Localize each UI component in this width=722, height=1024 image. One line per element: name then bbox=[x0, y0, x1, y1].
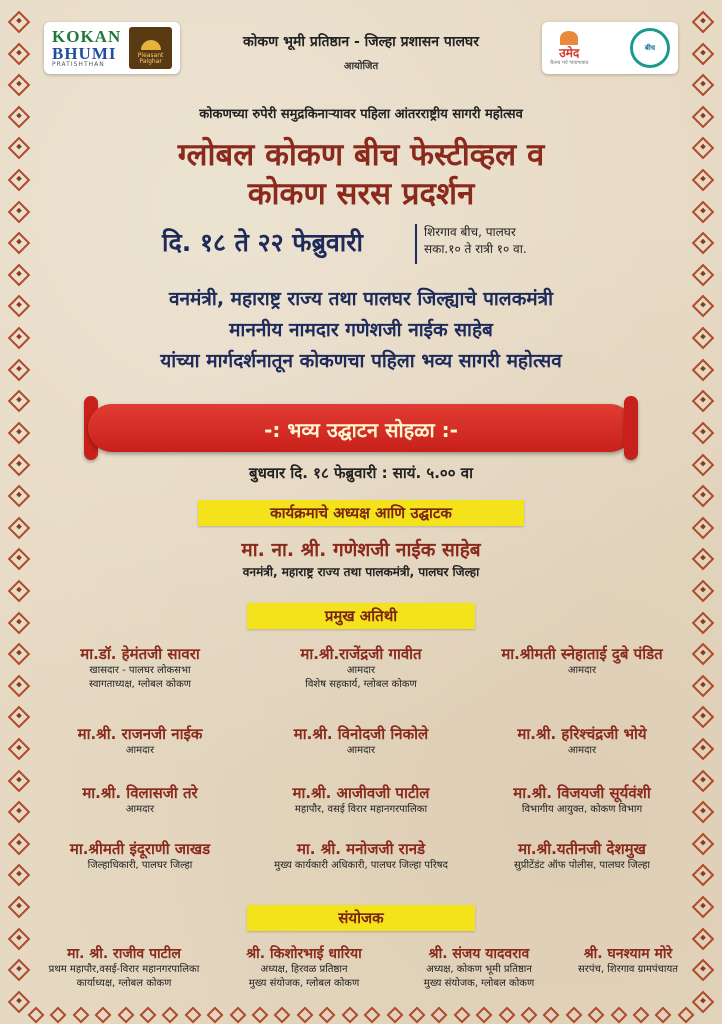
convener-desc: सरपंच, शिरगाव ग्रामपंचायत bbox=[577, 964, 678, 975]
convener-desc: प्रथम महापौर,वसई-विरार महानगरपालिका bbox=[48, 964, 200, 975]
kokan-bhumi-logo: KOKAN BHUMI PRATISHTHAN bbox=[52, 27, 122, 68]
guest-name: मा.डॉ. हेमंतजी सावरा bbox=[80, 645, 200, 663]
convener-name: श्री. संजय यादवराव bbox=[428, 946, 530, 962]
pleasant-palghar-logo: Pleasant Palghar bbox=[129, 27, 172, 69]
event-date: दि. १८ ते २२ फेब्रुवारी bbox=[162, 228, 363, 257]
convener-desc: मुख्य संयोजक, ग्लोबल कोकण bbox=[423, 978, 535, 989]
guest-name: मा.श्री. विलासजी तरे bbox=[82, 784, 198, 802]
guest-desc: आमदार bbox=[567, 745, 597, 756]
convener-item bbox=[394, 944, 564, 991]
chief-heading: कार्यक्रमाचे अध्यक्ष आणि उद्घाटक bbox=[198, 500, 524, 526]
guest-desc: आमदार bbox=[125, 804, 155, 815]
guest-name: मा.श्री. विजयजी सूर्यवंशी bbox=[513, 784, 651, 802]
guest-name: मा.श्री.राजेंद्रजी गावीत bbox=[300, 645, 422, 663]
guest-item bbox=[250, 839, 472, 873]
event-subtitle: कोकणच्या रुपेरी समुद्रकिनाऱ्यावर पहिला आंतरराष्ट्रीय सागरी महोत्सव bbox=[199, 107, 523, 122]
convener-name: श्री. किशोरभाई धारिया bbox=[246, 946, 362, 962]
convener-item bbox=[214, 944, 394, 991]
guest-desc: सुप्रीटेंडंट ऑफ पोलीस, पालघर जिल्हा bbox=[514, 860, 650, 871]
guest-item bbox=[472, 839, 692, 873]
convener-item bbox=[34, 944, 214, 991]
guest-desc: आमदार bbox=[346, 665, 376, 676]
convener-name: मा. श्री. राजीव पाटील bbox=[67, 946, 181, 962]
inauguration-banner: -: भव्य उद्घाटन सोहळा :- bbox=[264, 418, 458, 442]
guests-heading: प्रमुख अतिथी bbox=[247, 603, 475, 629]
beach-logo: बीच bbox=[630, 28, 670, 68]
guest-desc: आमदार bbox=[346, 745, 376, 756]
guest-name: मा. श्री. मनोजजी रानडे bbox=[296, 840, 426, 858]
guest-desc: खासदार - पालघर लोकसभा bbox=[89, 665, 191, 676]
guest-name: मा.श्रीमती इंदूराणी जाखड bbox=[69, 840, 211, 858]
convener-desc: कार्याध्यक्ष, ग्लोबल कोकण bbox=[76, 978, 172, 989]
guest-item bbox=[30, 644, 250, 692]
guest-item bbox=[30, 783, 250, 817]
guest-item bbox=[30, 839, 250, 873]
guest-item bbox=[472, 724, 692, 758]
guest-desc: जिल्हाधिकारी, पालघर जिल्हा bbox=[87, 860, 193, 871]
guest-name: मा.श्री. हरिश्चंद्रजी भोये bbox=[517, 725, 647, 743]
guest-item bbox=[250, 644, 472, 692]
guest-desc: आमदार bbox=[567, 665, 597, 676]
guest-desc: आमदार bbox=[125, 745, 155, 756]
minister-line2: माननीय नामदार गणेशजी नाईक साहेब bbox=[229, 319, 493, 341]
guest-item bbox=[472, 644, 692, 678]
guest-item bbox=[250, 724, 472, 758]
guest-desc: विभागीय आयुक्त, कोकण विभाग bbox=[521, 804, 643, 815]
event-title-line2: कोकण सरस प्रदर्शन bbox=[247, 176, 475, 212]
organizers-line: कोकण भूमी प्रतिष्ठान - जिल्हा प्रशासन पालघर bbox=[243, 34, 479, 50]
event-title-line1: ग्लोबल कोकण बीच फेस्टीव्हल व bbox=[177, 137, 545, 173]
guest-item bbox=[30, 724, 250, 758]
inauguration-datetime: बुधवार दि. १८ फेब्रुवारी : सायं. ५.०० वा bbox=[249, 464, 473, 482]
bottom-border-motif bbox=[30, 1008, 692, 1022]
guest-item bbox=[472, 783, 692, 817]
guest-desc: विशेष सहकार्य, ग्लोबल कोकण bbox=[305, 679, 417, 690]
guest-name: मा.श्री. राजनजी नाईक bbox=[77, 725, 203, 743]
conveners-heading: संयोजक bbox=[247, 905, 475, 931]
convener-name: श्री. घनश्याम मोरे bbox=[583, 946, 673, 962]
chief-name: मा. ना. श्री. गणेशजी नाईक साहेब bbox=[241, 539, 481, 561]
guest-name: मा.श्री. विनोदजी निकोले bbox=[293, 725, 429, 743]
guest-desc: स्वागताध्यक्ष, ग्लोबल कोकण bbox=[88, 679, 192, 690]
convener-desc: अध्यक्ष, कोकण भूमी प्रतिष्ठान bbox=[426, 964, 532, 975]
event-venue: शिरगाव बीच, पालघर सका.१० ते रात्री १० वा. bbox=[424, 225, 527, 256]
guest-name: मा.श्री.यतीनजी देशमुख bbox=[518, 840, 646, 858]
guest-name: मा.श्री. आजीवजी पाटील bbox=[292, 784, 430, 802]
chief-designation: वनमंत्री, महाराष्ट्र राज्य तथा पालकमंत्री, पालघर जिल्हा bbox=[242, 565, 480, 579]
umed-logo: उमेद चैतन्य पर्व गावागावात bbox=[550, 31, 588, 66]
guest-desc: महापौर, वसई विरार महानगरपालिका bbox=[294, 804, 428, 815]
minister-line3: यांच्या मार्गदर्शनातून कोकणचा पहिला भव्य सागरी महोत्सव bbox=[160, 350, 562, 372]
minister-line1: वनमंत्री, महाराष्ट्र राज्य तथा पालघर जिल्ह्याचे पालकमंत्री bbox=[168, 288, 554, 310]
convener-item bbox=[564, 944, 692, 977]
convener-desc: मुख्य संयोजक, ग्लोबल कोकण bbox=[248, 978, 360, 989]
date-divider bbox=[415, 224, 417, 264]
guest-item bbox=[250, 783, 472, 817]
organized-label: आयोजित bbox=[343, 61, 379, 72]
guest-desc: मुख्य कार्यकारी अधिकारी, पालघर जिल्हा परिषद bbox=[274, 860, 448, 871]
convener-desc: अध्यक्ष, हिरवळ प्रतिष्ठान bbox=[260, 964, 348, 975]
guest-name: मा.श्रीमती स्नेहाताई दुबे पंडित bbox=[501, 645, 663, 663]
